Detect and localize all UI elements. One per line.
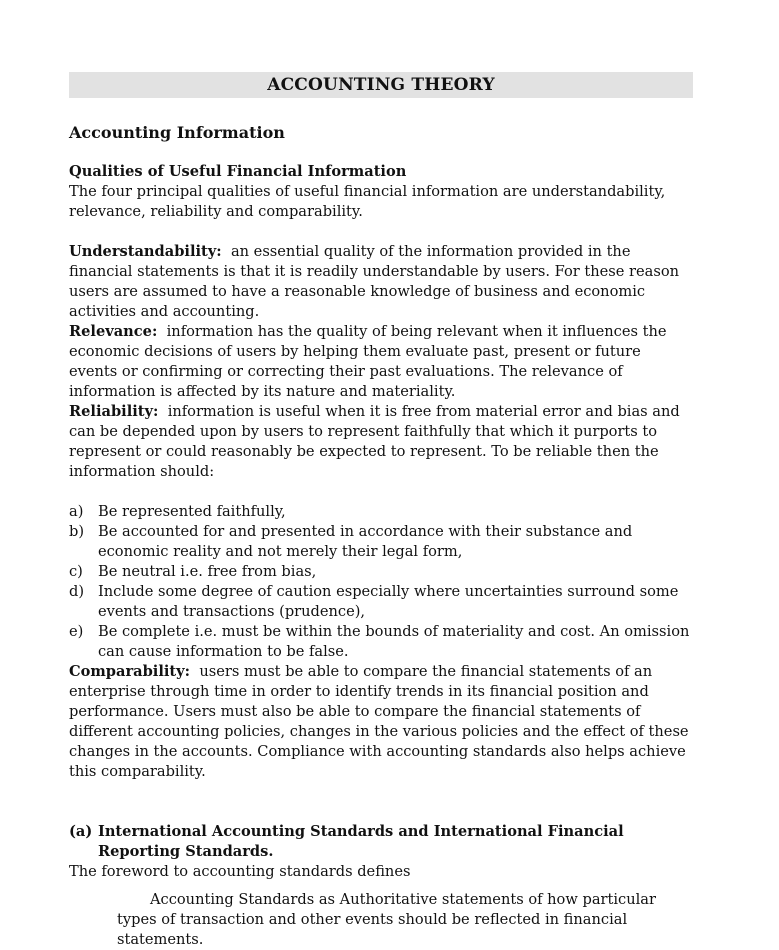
list-item (69, 562, 693, 582)
document-page (69, 72, 693, 950)
comparability-paragraph (69, 662, 693, 782)
section-heading: Accounting Information (69, 123, 285, 142)
understandability-paragraph (69, 242, 693, 322)
relevance-text: information has the quality of being relevant when it influences the economic decisions of users by helping them evaluate past, present or future events or confirming or correcting their past evaluations. The relevance of information is affected by its nature and materiality. (69, 323, 667, 400)
relevance-label: Relevance: (69, 323, 158, 340)
standards-heading-text: International Accounting Standards and International Financial Reporting Standards. (98, 823, 624, 860)
reliability-label: Reliability: (69, 403, 159, 420)
list-item-marker: c) (69, 563, 83, 580)
list-item-text: Be complete i.e. must be within the bounds of materiality and cost. An omission can cause information to be false. (98, 623, 690, 660)
standards-intro: The foreword to accounting standards defines (69, 863, 411, 880)
standards-quote: Accounting Standards as Authoritative statements of how particular types of transaction and other events should be reflected in financial statements. (117, 891, 656, 948)
comparability-label: Comparability: (69, 663, 191, 680)
standards-heading-marker: (a) (69, 823, 93, 840)
reliability-text: information is useful when it is free from material error and bias and can be depended upon by users to represent faithfully that which it purports to represent or could reasonably be expected to represent. To be reliable then the information should: (69, 403, 680, 480)
list-item (69, 502, 693, 522)
list-item (69, 522, 693, 562)
understandability-label: Understandability: (69, 243, 222, 260)
list-item-marker: a) (69, 503, 84, 520)
qualities-heading: Qualities of Useful Financial Information (69, 163, 407, 180)
list-item-marker: e) (69, 623, 84, 640)
relevance-paragraph (69, 322, 693, 402)
document-title: ACCOUNTING THEORY (69, 72, 693, 98)
comparability-text: users must be able to compare the financial statements of an enterprise through time in order to identify trends in its financial position and performance. Users must also be able to compare the financial statements of different accounting policies, changes in the various policies and the effect of these changes in the accounts. Compliance with accounting standards also helps achieve this comparability. (69, 663, 689, 780)
list-item (69, 622, 693, 662)
list-item (69, 582, 693, 622)
standards-heading (69, 822, 693, 862)
list-item-marker: d) (69, 583, 85, 600)
understandability-text: an essential quality of the information provided in the financial statements is that it is readily understandable by users. For these reason users are assumed to have a reasonable knowledge of business and economic activities and accounting. (69, 243, 680, 320)
list-item-text: Include some degree of caution especially where uncertainties surround some events and transactions (prudence), (98, 583, 679, 620)
list-item-text: Be represented faithfully, (98, 503, 286, 520)
list-item-text: Be neutral i.e. free from bias, (98, 563, 317, 580)
qualities-intro: The four principal qualities of useful financial information are understandability, relevance, reliability and comparability. (69, 183, 666, 220)
list-item-text: Be accounted for and presented in accordance with their substance and economic reality and not merely their legal form, (98, 523, 633, 560)
list-item-marker: b) (69, 523, 85, 540)
reliability-list (69, 502, 693, 662)
reliability-paragraph (69, 402, 693, 482)
